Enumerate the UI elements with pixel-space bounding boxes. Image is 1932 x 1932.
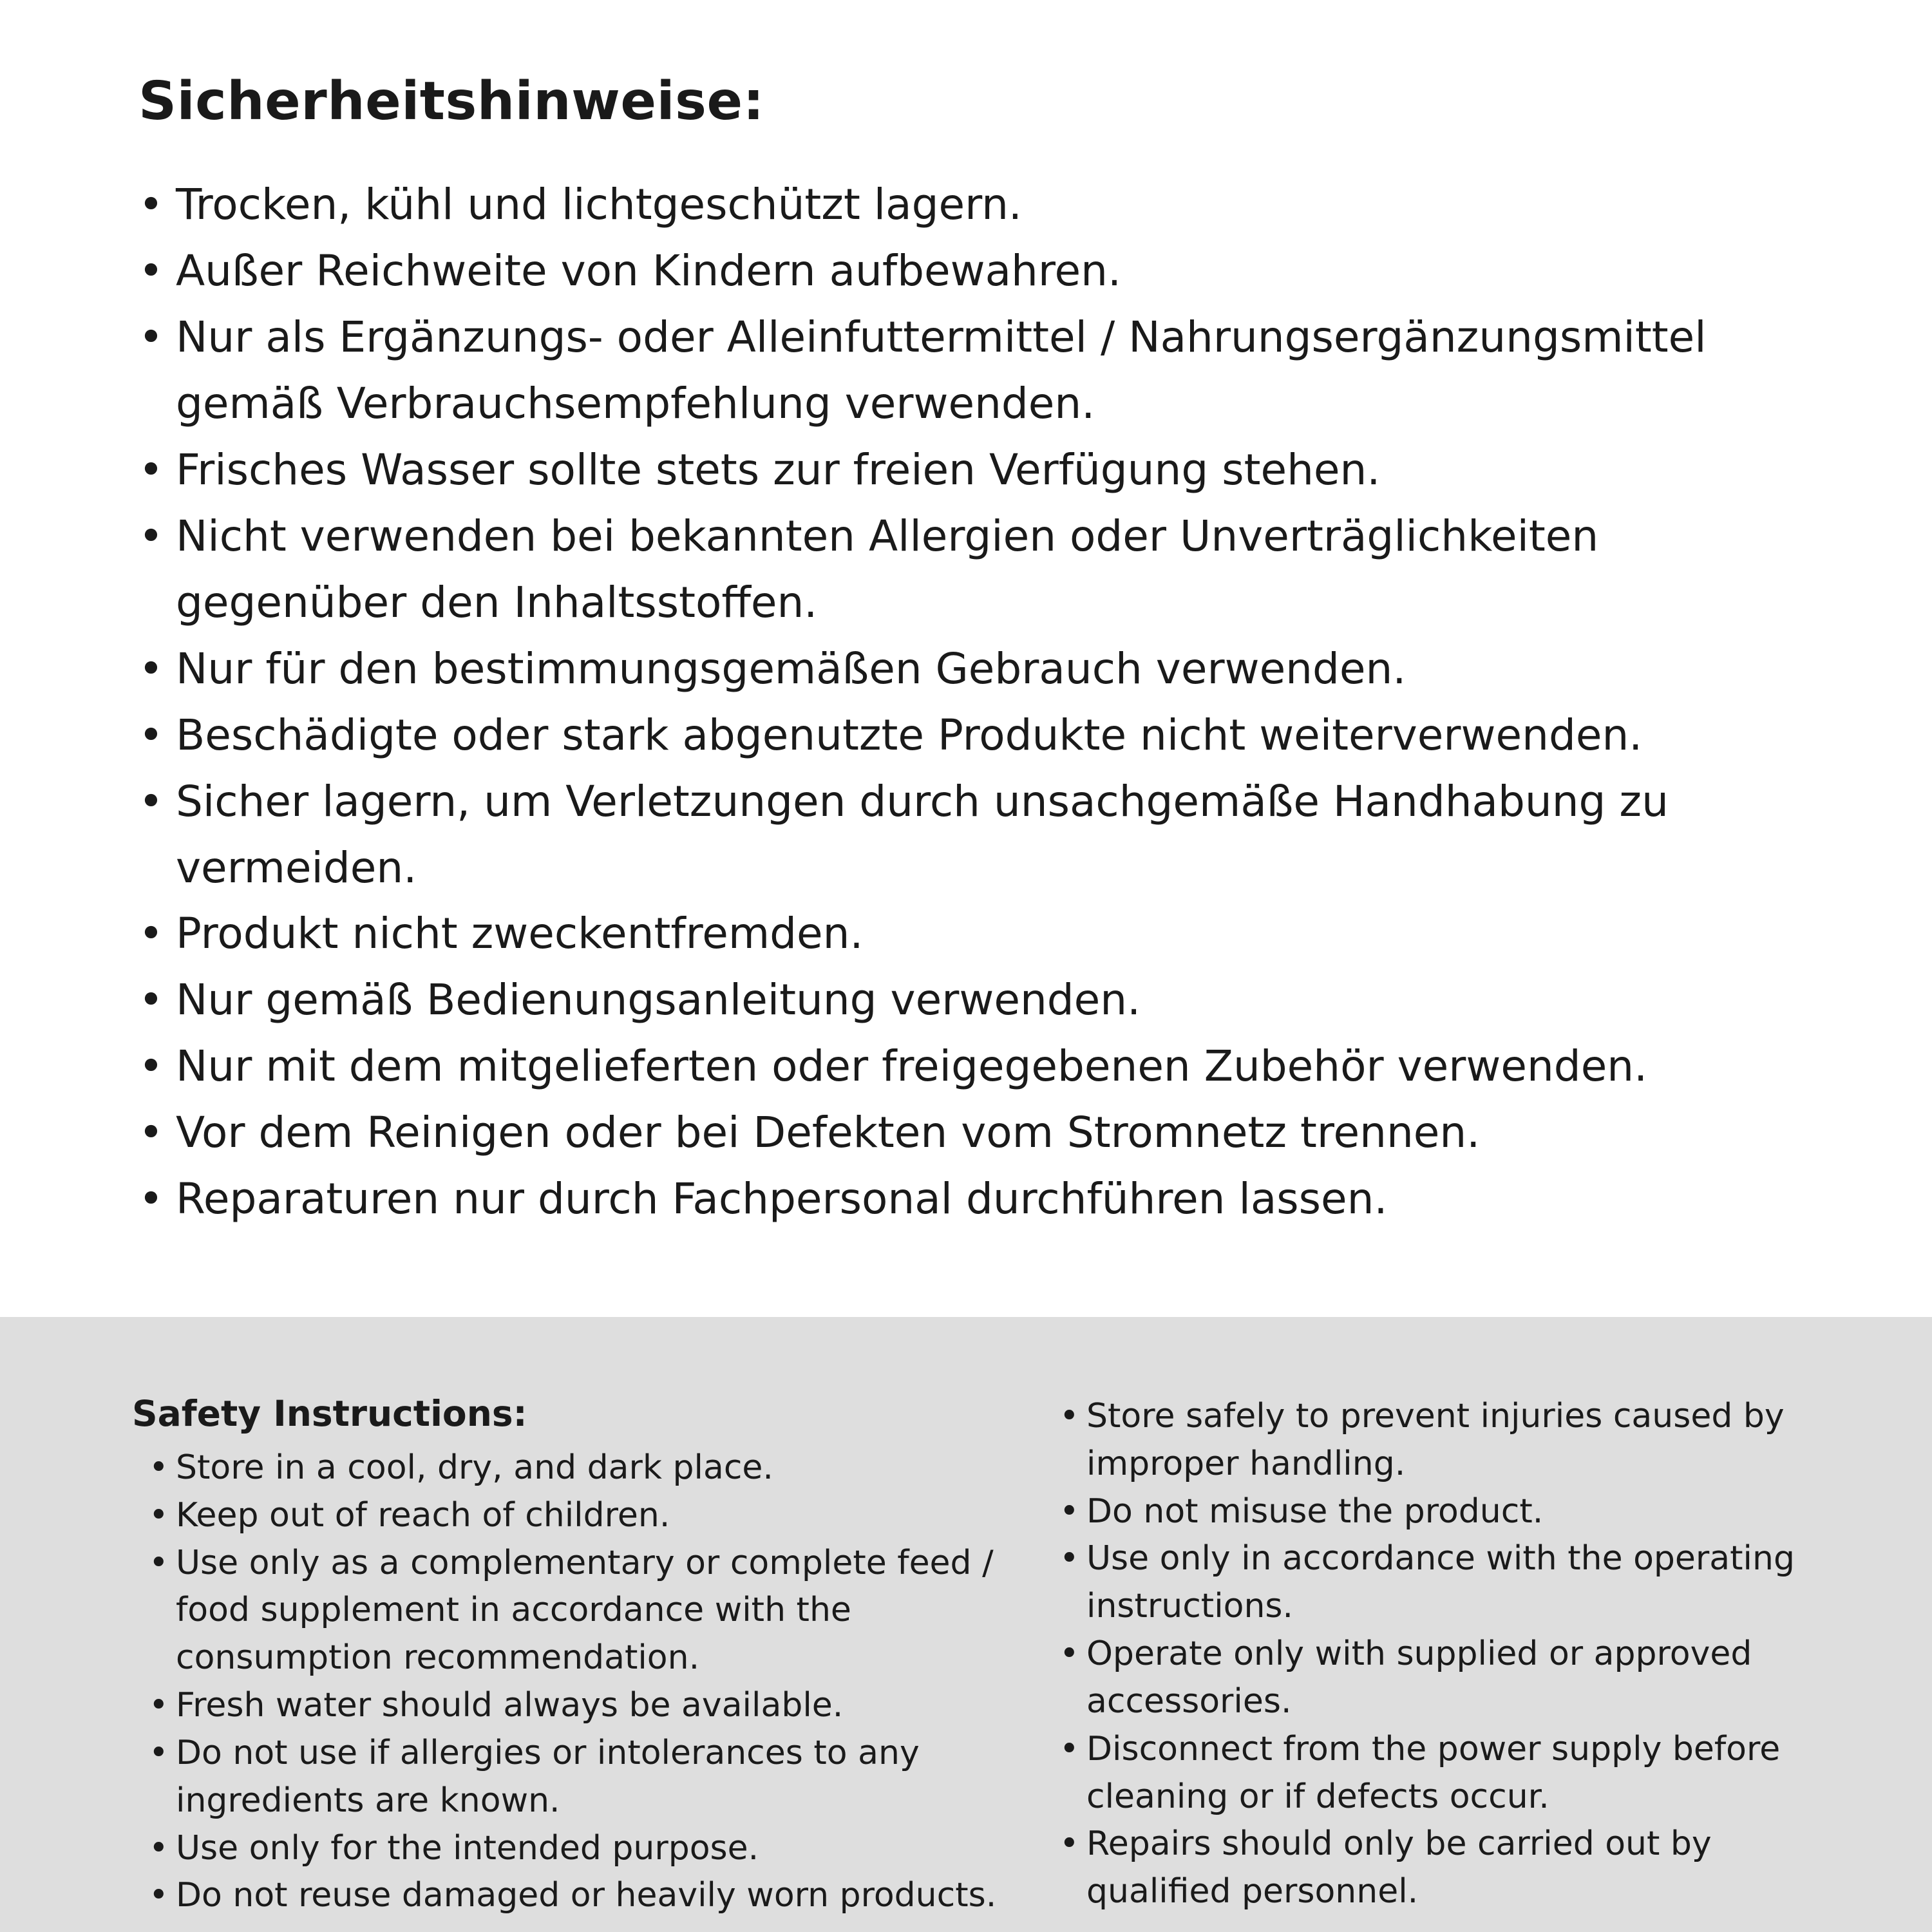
list-item bbox=[1059, 1821, 1842, 1916]
list-item bbox=[138, 437, 1813, 504]
list-item-text: Store in a cool, dry, and dark place. bbox=[176, 1448, 773, 1487]
bullet-marker: • bbox=[138, 643, 164, 694]
list-item bbox=[138, 1100, 1813, 1166]
list-item-text: Nicht verwenden bei bekannten Allergien oder Unverträglichkeiten gegenüber den Inhaltsstoffen. bbox=[176, 511, 1599, 627]
bullet-marker: • bbox=[138, 776, 164, 826]
list-item-text: Produkt nicht zweckentfremden. bbox=[176, 909, 864, 959]
list-item-text: Vor dem Reinigen oder bei Defekten vom Stromnetz trennen. bbox=[176, 1108, 1481, 1158]
list-item bbox=[149, 1825, 1008, 1873]
list-item-text: Beschädigte oder stark abgenutzte Produkte nicht weiterverwenden. bbox=[176, 710, 1643, 760]
english-right-column bbox=[1059, 1393, 1842, 1916]
english-section-title: Safety Instructions: bbox=[132, 1393, 527, 1434]
list-item bbox=[138, 636, 1813, 703]
german-instructions-list bbox=[138, 172, 1813, 1233]
list-item-text: Außer Reichweite von Kindern aufbewahren. bbox=[176, 245, 1121, 296]
english-left-column bbox=[132, 1393, 1008, 1920]
list-item bbox=[138, 1034, 1813, 1100]
list-item-text: Operate only with supplied or approved accessories. bbox=[1086, 1634, 1752, 1721]
list-item bbox=[138, 703, 1813, 769]
list-item-text: Do not use if allergies or intolerances to any ingredients are known. bbox=[176, 1733, 920, 1820]
bullet-marker: • bbox=[1059, 1492, 1079, 1531]
list-item bbox=[138, 504, 1813, 636]
list-item-text: Do not reuse damaged or heavily worn products. bbox=[176, 1876, 997, 1915]
english-instructions-list-left bbox=[149, 1444, 1008, 1920]
bullet-marker: • bbox=[149, 1495, 169, 1535]
list-item-text: Use only for the intended purpose. bbox=[176, 1828, 759, 1868]
list-item-text: Use only in accordance with the operating instructions. bbox=[1086, 1539, 1795, 1626]
list-item-text: Store safely to prevent injuries caused by improper handling. bbox=[1086, 1397, 1785, 1483]
english-instructions-list-right bbox=[1059, 1393, 1842, 1916]
bullet-marker: • bbox=[138, 245, 164, 296]
list-item-text: Fresh water should always be available. bbox=[176, 1686, 844, 1725]
list-item-text: Nur mit dem mitgelieferten oder freigegebenen Zubehör verwenden. bbox=[176, 1041, 1648, 1092]
list-item-text: Sicher lagern, um Verletzungen durch unsachgemäße Handhabung zu vermeiden. bbox=[176, 776, 1669, 893]
list-item-text: Nur als Ergänzungs- oder Alleinfuttermittel / Nahrungsergänzungsmittel gemäß Verbrauchsempfehlung verwenden. bbox=[176, 312, 1707, 428]
list-item bbox=[138, 967, 1813, 1034]
list-item bbox=[138, 305, 1813, 437]
list-item bbox=[149, 1730, 1008, 1825]
list-item bbox=[149, 1492, 1008, 1540]
german-section-title: Sicherheitshinweise: bbox=[138, 71, 764, 132]
bullet-marker: • bbox=[138, 511, 164, 561]
list-item bbox=[1059, 1726, 1842, 1821]
list-item bbox=[138, 901, 1813, 967]
list-item-text: Keep out of reach of children. bbox=[176, 1495, 670, 1535]
list-item-text: Nur für den bestimmungsgemäßen Gebrauch verwenden. bbox=[176, 643, 1406, 694]
list-item bbox=[1059, 1535, 1842, 1631]
list-item bbox=[138, 238, 1813, 305]
bullet-marker: • bbox=[138, 312, 164, 362]
bullet-marker: • bbox=[138, 975, 164, 1025]
bullet-marker: • bbox=[1059, 1824, 1079, 1864]
bullet-marker: • bbox=[149, 1733, 169, 1772]
bullet-marker: • bbox=[149, 1543, 169, 1582]
bullet-marker: • bbox=[1059, 1634, 1079, 1674]
list-item bbox=[1059, 1488, 1842, 1536]
bullet-marker: • bbox=[138, 444, 164, 495]
list-item bbox=[149, 1540, 1008, 1682]
list-item-text: Do not misuse the product. bbox=[1086, 1492, 1544, 1531]
bullet-marker: • bbox=[149, 1448, 169, 1487]
bullet-marker: • bbox=[138, 1108, 164, 1158]
bullet-marker: • bbox=[138, 1041, 164, 1092]
list-item bbox=[149, 1872, 1008, 1920]
list-item-text: Nur gemäß Bedienungsanleitung verwenden. bbox=[176, 975, 1141, 1025]
bullet-marker: • bbox=[138, 1174, 164, 1224]
list-item bbox=[138, 172, 1813, 238]
list-item bbox=[138, 769, 1813, 902]
bullet-marker: • bbox=[138, 710, 164, 760]
english-section bbox=[0, 1317, 1932, 1932]
list-item-text: Repairs should only be carried out by qualified personnel. bbox=[1086, 1824, 1712, 1911]
bullet-marker: • bbox=[149, 1828, 169, 1868]
bullet-marker: • bbox=[1059, 1539, 1079, 1578]
bullet-marker: • bbox=[138, 909, 164, 959]
list-item bbox=[1059, 1631, 1842, 1726]
list-item-text: Disconnect from the power supply before cleaning or if defects occur. bbox=[1086, 1729, 1781, 1816]
list-item-text: Frisches Wasser sollte stets zur freien Verfügung stehen. bbox=[176, 444, 1381, 495]
bullet-marker: • bbox=[149, 1876, 169, 1915]
list-item bbox=[149, 1444, 1008, 1492]
bullet-marker: • bbox=[138, 180, 164, 229]
list-item bbox=[1059, 1393, 1842, 1488]
bullet-marker: • bbox=[1059, 1729, 1079, 1768]
bullet-marker: • bbox=[149, 1686, 169, 1725]
list-item bbox=[138, 1166, 1813, 1233]
list-item-text: Use only as a complementary or complete feed / food supplement in accordance with the consumption recommendation. bbox=[176, 1543, 994, 1678]
list-item-text: Trocken, kühl und lichtgeschützt lagern. bbox=[176, 180, 1022, 229]
list-item-text: Reparaturen nur durch Fachpersonal durchführen lassen. bbox=[176, 1174, 1388, 1224]
list-item bbox=[149, 1682, 1008, 1730]
bullet-marker: • bbox=[1059, 1397, 1079, 1435]
